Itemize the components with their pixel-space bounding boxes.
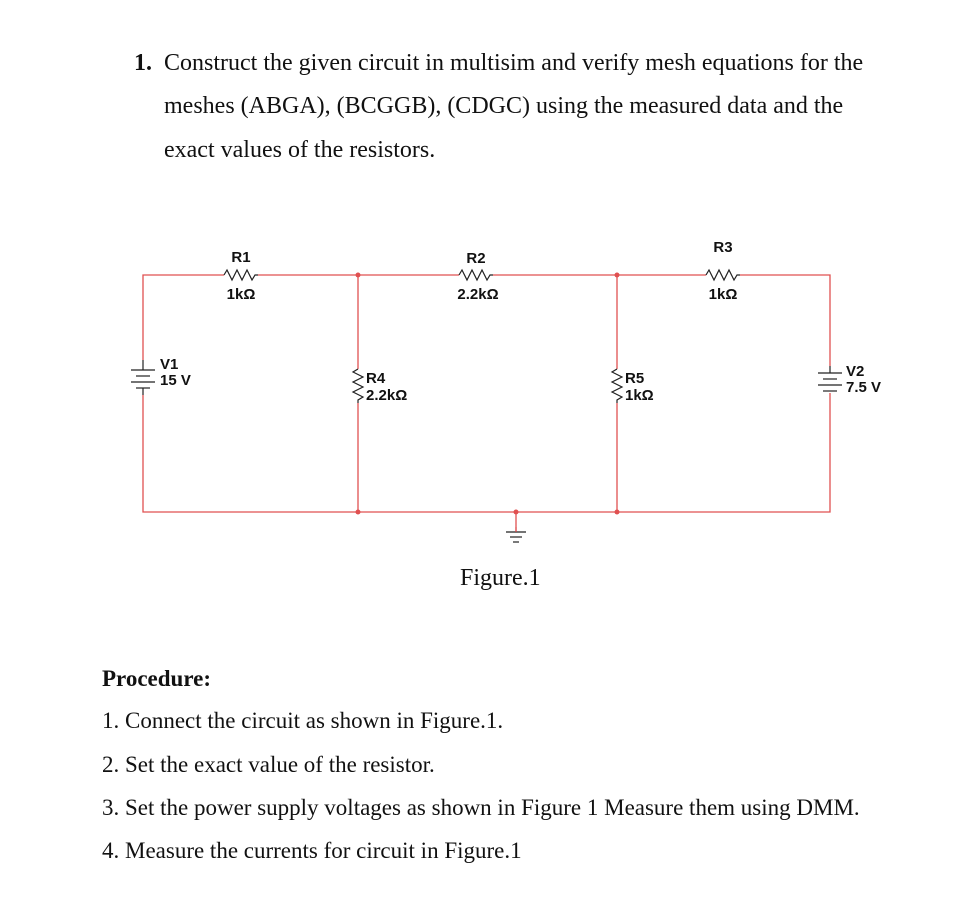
circuit-wires	[143, 275, 830, 532]
procedure-step-2: 2. Set the exact value of the resistor.	[102, 752, 435, 777]
wire-bottom-rail	[143, 393, 830, 512]
v2-name-label: V2	[846, 363, 865, 380]
figure-caption: Figure.1	[460, 565, 541, 591]
ground-symbol	[506, 527, 526, 542]
resistor-r5-symbol	[612, 369, 622, 403]
v1-value-label: 15 V	[160, 372, 191, 389]
r4-value-label: 2.2kΩ	[366, 387, 408, 404]
junction-node	[356, 510, 361, 515]
r3-name-label: R3	[713, 239, 733, 256]
question-text-line-1: Construct the given circuit in multisim and verify mesh equations for the	[164, 50, 864, 76]
question-text-line-2: meshes (ABGA), (BCGGB), (CDGC) using the measured data and the	[164, 93, 844, 119]
r2-value-label: 2.2kΩ	[457, 286, 499, 303]
question-text-line-3: exact values of the resistors.	[164, 137, 436, 163]
procedure-step-4: 4. Measure the currents for circuit in Figure.1	[102, 838, 522, 863]
battery-v2-symbol	[818, 366, 842, 391]
r5-name-label: R5	[625, 370, 645, 387]
procedure-step-1: 1. Connect the circuit as shown in Figure.1.	[102, 708, 504, 733]
procedure-step-3: 3. Set the power supply voltages as shown in Figure 1 Measure them using DMM.	[102, 795, 860, 820]
junction-node	[615, 510, 620, 515]
wire-left-top	[143, 275, 224, 360]
r1-name-label: R1	[231, 249, 251, 266]
v2-value-label: 7.5 V	[846, 379, 882, 396]
junction-node	[514, 510, 519, 515]
resistor-r1-symbol	[224, 270, 258, 280]
battery-v1-symbol	[131, 360, 155, 395]
r5-value-label: 1kΩ	[625, 387, 654, 404]
v1-name-label: V1	[160, 356, 179, 373]
procedure-title: Procedure:	[102, 666, 212, 691]
resistor-r2-symbol	[459, 270, 493, 280]
junction-node	[615, 273, 620, 278]
junction-node	[356, 273, 361, 278]
question-number: 1.	[134, 50, 152, 76]
r1-value-label: 1kΩ	[226, 286, 256, 303]
resistor-r3-symbol	[706, 270, 740, 280]
r2-name-label: R2	[466, 250, 486, 267]
wire-right-top	[740, 275, 830, 366]
resistor-r4-symbol	[353, 369, 363, 403]
r3-value-label: 1kΩ	[708, 286, 738, 303]
r4-name-label: R4	[366, 370, 386, 387]
